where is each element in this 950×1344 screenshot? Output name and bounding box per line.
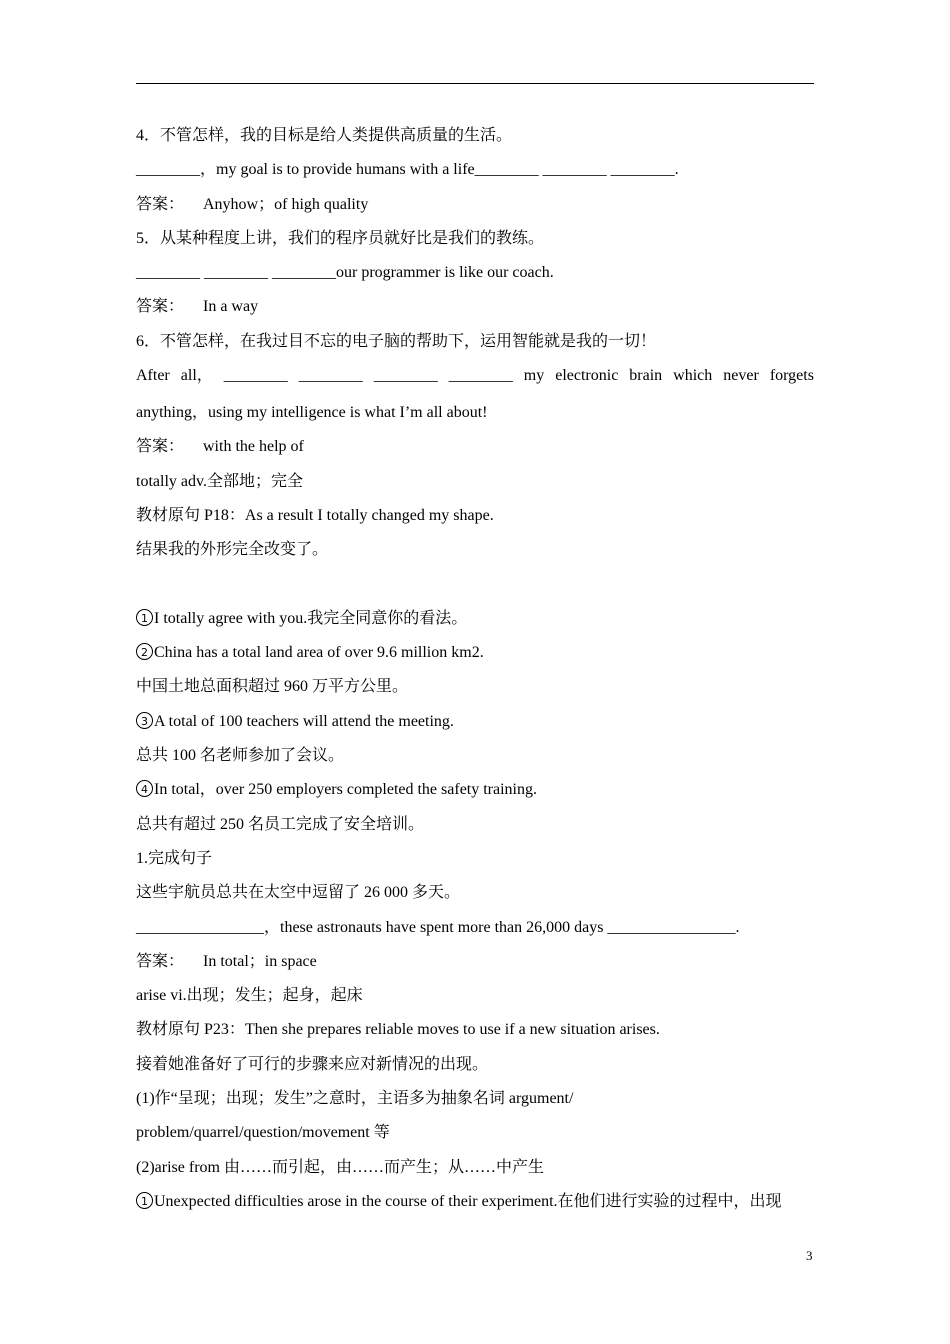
- totally-example-1: [136, 602, 814, 636]
- document-body: [136, 119, 814, 1219]
- arise-note-1b: problem/quarrel/question/movement 等: [136, 1124, 390, 1142]
- q5-english: ________ ________ ________our programmer is like our coach.: [136, 264, 554, 282]
- q4-answer: [136, 188, 814, 222]
- q6-english-line1: [136, 359, 814, 396]
- answer-label: 答案：: [136, 195, 185, 213]
- answer-text: In total；in space: [203, 952, 317, 970]
- blank: ________: [298, 367, 363, 385]
- totally-example-3: [136, 705, 814, 739]
- answer-text: In a way: [203, 298, 259, 316]
- blank: ________: [373, 367, 438, 385]
- totally-example-2: [136, 636, 814, 670]
- q5-chinese: 5．从某种程度上讲，我们的程序员就好比是我们的教练。: [136, 229, 545, 247]
- example-text: I totally agree with you.我完全同意你的看法。: [154, 609, 468, 627]
- example-text: A total of 100 teachers will attend the meeting.: [154, 712, 454, 730]
- word: which: [673, 367, 713, 385]
- word: forgets: [769, 367, 814, 385]
- answer-text: with the help of: [203, 438, 304, 456]
- circled-number-icon: 1: [136, 1192, 153, 1209]
- word: After: [136, 367, 170, 385]
- word: electronic: [555, 367, 619, 385]
- q6-chinese: 6．不管怎样，在我过目不忘的电子脑的帮助下，运用智能就是我的一切！: [136, 332, 657, 350]
- totally-example-2-translation: 中国土地总面积超过 960 万平方公里。: [136, 678, 409, 696]
- example-text: Unexpected difficulties arose in the course of their experiment.在他们进行实验的过程中，出现: [154, 1192, 782, 1210]
- word: never: [723, 367, 759, 385]
- q4-chinese: 4．不管怎样，我的目标是给人类提供高质量的生活。: [136, 127, 513, 144]
- word: my: [523, 367, 545, 385]
- circled-number-icon: 4: [136, 780, 153, 797]
- word: brain: [629, 367, 663, 385]
- exercise-title: 1.完成句子: [136, 849, 213, 867]
- blank: ________: [223, 367, 288, 385]
- exercise-chinese: 这些宇航员总共在太空中逗留了 26 000 多天。: [136, 884, 461, 902]
- header-rule: [136, 83, 814, 84]
- spacer: [136, 568, 814, 602]
- answer-text: Anyhow；of high quality: [203, 195, 369, 213]
- q5-answer: [136, 290, 814, 324]
- word: all，: [180, 367, 213, 385]
- totally-source: 教材原句 P18：As a result I totally changed my shape.: [136, 506, 494, 524]
- circled-number-icon: 2: [136, 643, 153, 660]
- answer-label: 答案：: [136, 298, 185, 316]
- totally-source-translation: 结果我的外形完全改变了。: [136, 541, 329, 559]
- answer-label: 答案：: [136, 952, 185, 970]
- page-number: 3: [806, 1248, 813, 1263]
- answer-label: 答案：: [136, 438, 185, 456]
- totally-headword: totally adv.全部地；完全: [136, 472, 303, 490]
- blank: ________: [448, 367, 513, 385]
- totally-example-4: [136, 773, 814, 807]
- arise-note-1a: (1)作“呈现；出现；发生”之意时，主语多为抽象名词 argument/: [136, 1090, 574, 1108]
- q4-english: ________，my goal is to provide humans with a life________ ________ ________.: [136, 161, 679, 179]
- q6-answer: [136, 430, 814, 464]
- exercise-answer: [136, 945, 814, 979]
- arise-headword: arise vi.出现；发生；起身，起床: [136, 987, 363, 1005]
- example-text: In total，over 250 employers completed the safety training.: [154, 781, 538, 799]
- arise-source-translation: 接着她准备好了可行的步骤来应对新情况的出现。: [136, 1055, 489, 1073]
- circled-number-icon: 3: [136, 712, 153, 729]
- q6-english-line2: anything，using my intelligence is what I’m all about!: [136, 404, 488, 422]
- arise-source: 教材原句 P23：Then she prepares reliable moves to use if a new situation arises.: [136, 1021, 660, 1039]
- totally-example-4-translation: 总共有超过 250 名员工完成了安全培训。: [136, 815, 425, 833]
- example-text: China has a total land area of over 9.6 million km2.: [154, 644, 484, 662]
- exercise-english: ________________，these astronauts have spent more than 26,000 days ________________.: [136, 918, 740, 936]
- totally-example-3-translation: 总共 100 名老师参加了会议。: [136, 747, 345, 765]
- circled-number-icon: 1: [136, 609, 153, 626]
- arise-note-2: (2)arise from 由……而引起，由……而产生；从……中产生: [136, 1158, 544, 1176]
- arise-example-1: [136, 1185, 814, 1219]
